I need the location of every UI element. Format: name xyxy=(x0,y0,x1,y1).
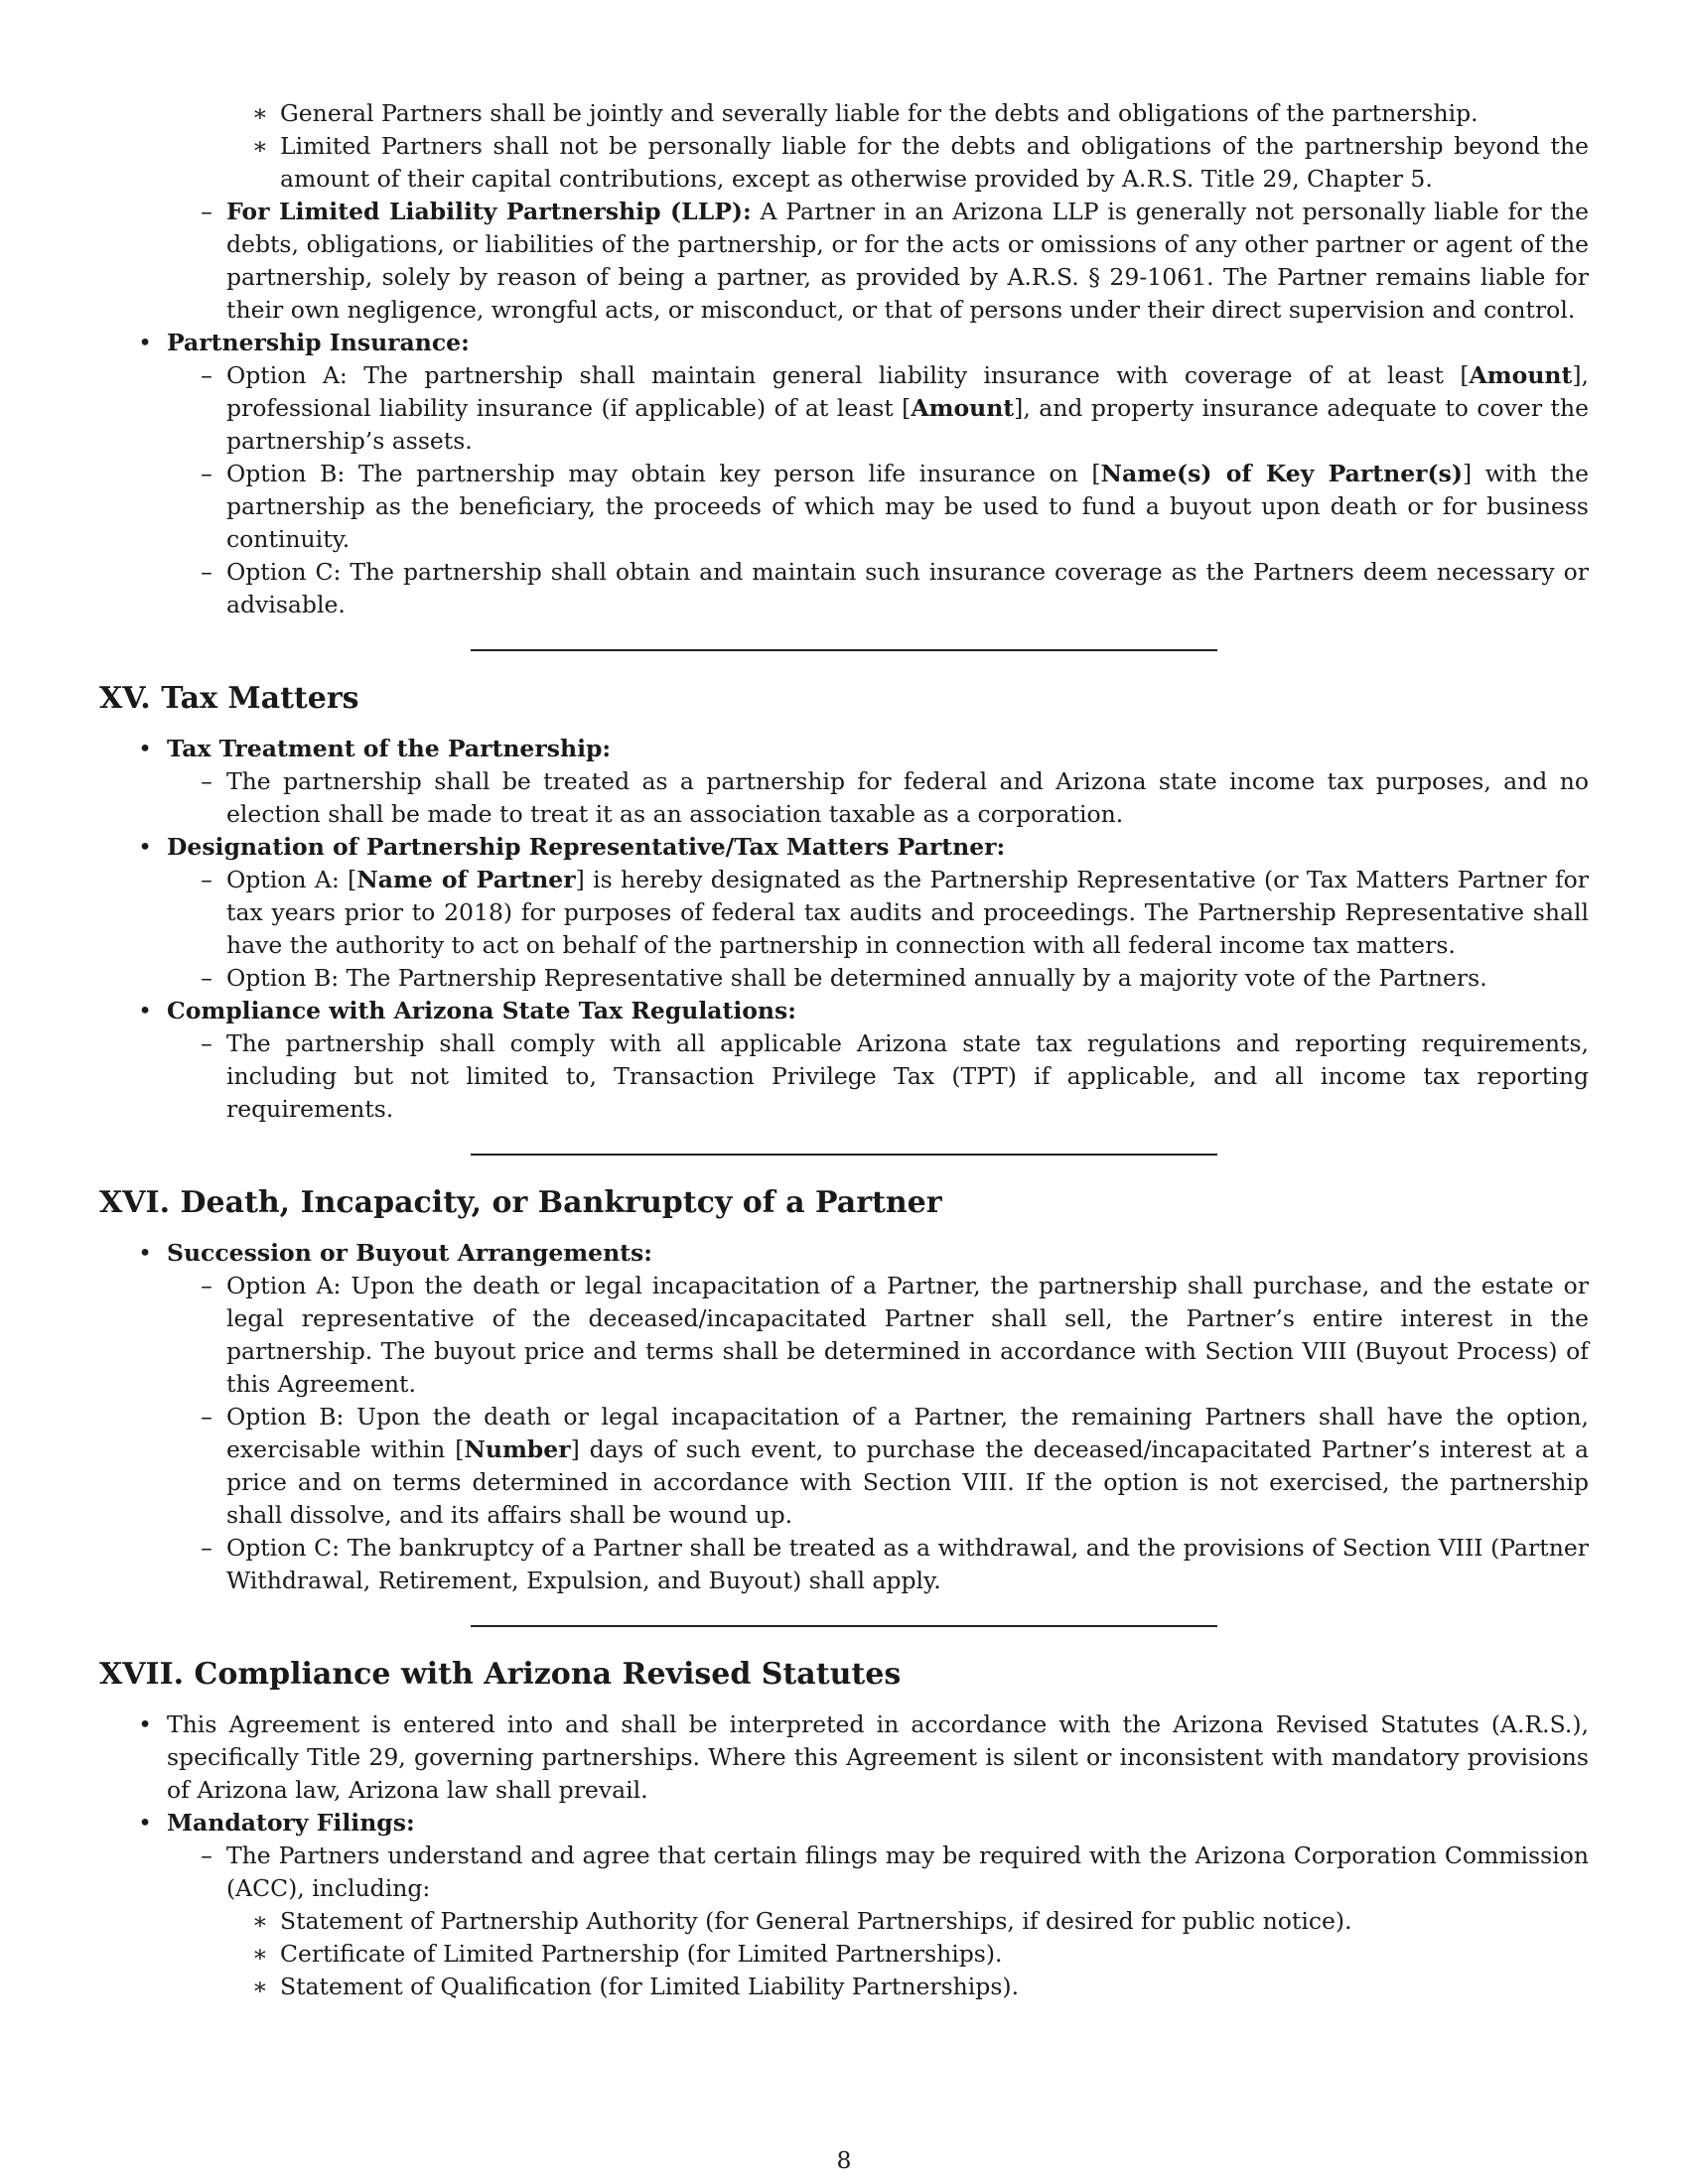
dash-bullet-icon: – xyxy=(201,198,212,225)
dash-bullet-icon: – xyxy=(201,460,212,487)
list-item xyxy=(99,1971,1589,2003)
list-item xyxy=(99,130,1589,196)
dash-bullet-icon: – xyxy=(201,1272,212,1299)
succession-option-b-text: ] days of such event, to purchase the deceased/incapacitated Partner’s interest at a price and on terms determined in accordance with Section VIII. If the option is not exercised, the partnership shall dissolve, and its affairs shall be wound up. xyxy=(226,1435,1589,1529)
dash-bullet-icon: – xyxy=(201,1403,212,1431)
bullet-icon: • xyxy=(138,1710,152,1738)
list-item xyxy=(99,831,1589,864)
llp-text: A Partner in an Arizona LLP is generally not personally liable for the debts, obligations, or liabilities of the partnership, or for the acts or omissions of any other partner or agent of the partnership, solely by reason of being a partner, as provided by A.R.S. § 29-1061. The Partner remains liable for their own negligence, wrongful acts, or misconduct, or that of persons under their direct supervision and control. xyxy=(226,198,1589,324)
dash-bullet-icon: – xyxy=(201,866,212,893)
designation-option-a-text: ] is hereby designated as the Partnership Representative (or Tax Matters Partner for tax years prior to 2018) for purposes of federal tax audits and proceedings. The Partnership Representative shall have the authority to act on behalf of the partnership in connection with all federal income tax matters. xyxy=(226,866,1589,959)
page-number: 8 xyxy=(836,2146,852,2174)
list-item xyxy=(99,1532,1589,1597)
insurance-option-a-text: Option A: The partnership shall maintain general liability insurance with coverage of at least [ xyxy=(226,361,1470,389)
filing-item: Statement of Qualification (for Limited Liability Partnerships). xyxy=(280,1973,1020,2000)
insurance-label: Partnership Insurance: xyxy=(167,329,470,356)
section-heading: XV. Tax Matters xyxy=(99,681,359,716)
placeholder-partner-name: Name of Partner xyxy=(356,866,576,893)
filings-label: Mandatory Filings: xyxy=(167,1809,415,1837)
placeholder-number: Number xyxy=(464,1435,571,1463)
insurance-option-b-text: ] with the partnership as the beneficiary, the proceeds of which may be used to fund a buyout upon death or for business continuity. xyxy=(226,460,1589,553)
list-item xyxy=(99,864,1589,962)
list-item xyxy=(99,1840,1589,1905)
bullet-icon: • xyxy=(138,997,152,1024)
bullet-icon: • xyxy=(138,1809,152,1837)
llp-label: For Limited Liability Partnership (LLP): xyxy=(226,198,752,225)
succession-option-b-text: Option B: Upon the death or legal incapacitation of a Partner, the remaining Partners shall have the option, exercisable within [ xyxy=(226,1403,1589,1463)
insurance-option-a-text: ], professional liability insurance (if applicable) of at least [ xyxy=(226,361,1589,422)
list-item xyxy=(99,359,1589,458)
succession-label: Succession or Buyout Arrangements: xyxy=(167,1239,652,1267)
insurance-option-b-text: Option B: The partnership may obtain key person life insurance on [ xyxy=(226,460,1101,487)
list-item xyxy=(99,1905,1589,1938)
tax-compliance-label: Compliance with Arizona State Tax Regulations: xyxy=(167,997,796,1024)
list-item xyxy=(99,765,1589,831)
filing-item: Certificate of Limited Partnership (for Limited Partnerships). xyxy=(280,1940,1003,1968)
dash-bullet-icon: – xyxy=(201,767,212,795)
list-item xyxy=(99,1401,1589,1532)
asterisk-bullet-icon: ∗ xyxy=(252,132,268,160)
list-item xyxy=(99,1708,1589,1807)
list-item xyxy=(99,1938,1589,1971)
section-heading: XVII. Compliance with Arizona Revised Statutes xyxy=(99,1657,902,1692)
tax-treatment-text: The partnership shall be treated as a partnership for federal and Arizona state income tax purposes, and no election shall be made to treat it as an association taxable as a corporation. xyxy=(226,767,1589,828)
ars-intro-text: This Agreement is entered into and shall be interpreted in accordance with the Arizona Revised Statutes (A.R.S.), specifically Title 29, governing partnerships. Where this Agreement is silent or inconsistent with mandatory provisions of Arizona law, Arizona law shall prevail. xyxy=(167,1710,1589,1804)
bullet-icon: • xyxy=(138,735,152,762)
dash-bullet-icon: – xyxy=(201,361,212,389)
designation-option-b-text: Option B: The Partnership Representative shall be determined annually by a majority vote of the Partners. xyxy=(226,964,1487,992)
section-heading: XVI. Death, Incapacity, or Bankruptcy of a Partner xyxy=(99,1185,942,1220)
list-item xyxy=(99,733,1589,765)
list-item xyxy=(99,995,1589,1027)
succession-option-a-text: Option A: Upon the death or legal incapacitation of a Partner, the partnership shall purchase, and the estate or legal representative of the deceased/incapacitated Partner shall sell, the Partner’s entire interest in the partnership. The buyout price and terms shall be determined in accordance with Section VIII (Buyout Process) of this Agreement. xyxy=(226,1272,1589,1398)
succession-option-c-text: Option C: The bankruptcy of a Partner shall be treated as a withdrawal, and the provisions of Section VIII (Partner Withdrawal, Retirement, Expulsion, and Buyout) shall apply. xyxy=(226,1534,1589,1594)
asterisk-bullet-icon: ∗ xyxy=(252,1973,268,2000)
bullet-icon: • xyxy=(138,1239,152,1267)
list-item xyxy=(99,1807,1589,1840)
dash-bullet-icon: – xyxy=(201,1842,212,1869)
filings-text: The Partners understand and agree that certain filings may be required with the Arizona Corporation Commission (ACC), including: xyxy=(226,1842,1589,1902)
asterisk-bullet-icon: ∗ xyxy=(252,1940,268,1968)
list-item xyxy=(99,97,1589,130)
tax-treatment-label: Tax Treatment of the Partnership: xyxy=(167,735,612,762)
designation-label: Designation of Partnership Representative/Tax Matters Partner: xyxy=(167,833,1006,861)
list-item xyxy=(99,1237,1589,1270)
list-item xyxy=(99,1027,1589,1126)
placeholder-key-partners: Name(s) of Key Partner(s) xyxy=(1100,460,1464,487)
bullet-icon: • xyxy=(138,329,152,356)
list-item xyxy=(99,327,1589,359)
asterisk-bullet-icon: ∗ xyxy=(252,1907,268,1935)
list-item xyxy=(99,962,1589,995)
lp-liability-text: Limited Partners shall not be personally liable for the debts and obligations of the partnership beyond the amount of their capital contributions, except as otherwise provided by A.R.S. Title 29, Chapter 5. xyxy=(280,132,1589,193)
dash-bullet-icon: – xyxy=(201,1029,212,1057)
gp-liability-text: General Partners shall be jointly and severally liable for the debts and obligations of the partnership. xyxy=(280,99,1478,127)
list-item xyxy=(99,196,1589,327)
dash-bullet-icon: – xyxy=(201,558,212,586)
list-item xyxy=(99,458,1589,556)
insurance-option-a-text: ], and property insurance adequate to cover the partnership’s assets. xyxy=(226,394,1589,455)
list-item xyxy=(99,1270,1589,1401)
dash-bullet-icon: – xyxy=(201,1534,212,1562)
placeholder-amount: Amount xyxy=(911,394,1015,422)
tax-compliance-text: The partnership shall comply with all applicable Arizona state tax regulations and reporting requirements, including but not limited to, Transaction Privilege Tax (TPT) if applicable, and all income tax reporting requirements. xyxy=(226,1029,1589,1123)
dash-bullet-icon: – xyxy=(201,964,212,992)
designation-option-a-text: Option A: [ xyxy=(226,866,357,893)
list-item xyxy=(99,556,1589,621)
placeholder-amount: Amount xyxy=(1469,361,1573,389)
insurance-option-c-text: Option C: The partnership shall obtain and maintain such insurance coverage as the Partners deem necessary or advisable. xyxy=(226,558,1589,618)
page-content xyxy=(99,97,1589,2003)
filing-item: Statement of Partnership Authority (for General Partnerships, if desired for public notice). xyxy=(280,1907,1352,1935)
bullet-icon: • xyxy=(138,833,152,861)
asterisk-bullet-icon: ∗ xyxy=(252,99,268,127)
